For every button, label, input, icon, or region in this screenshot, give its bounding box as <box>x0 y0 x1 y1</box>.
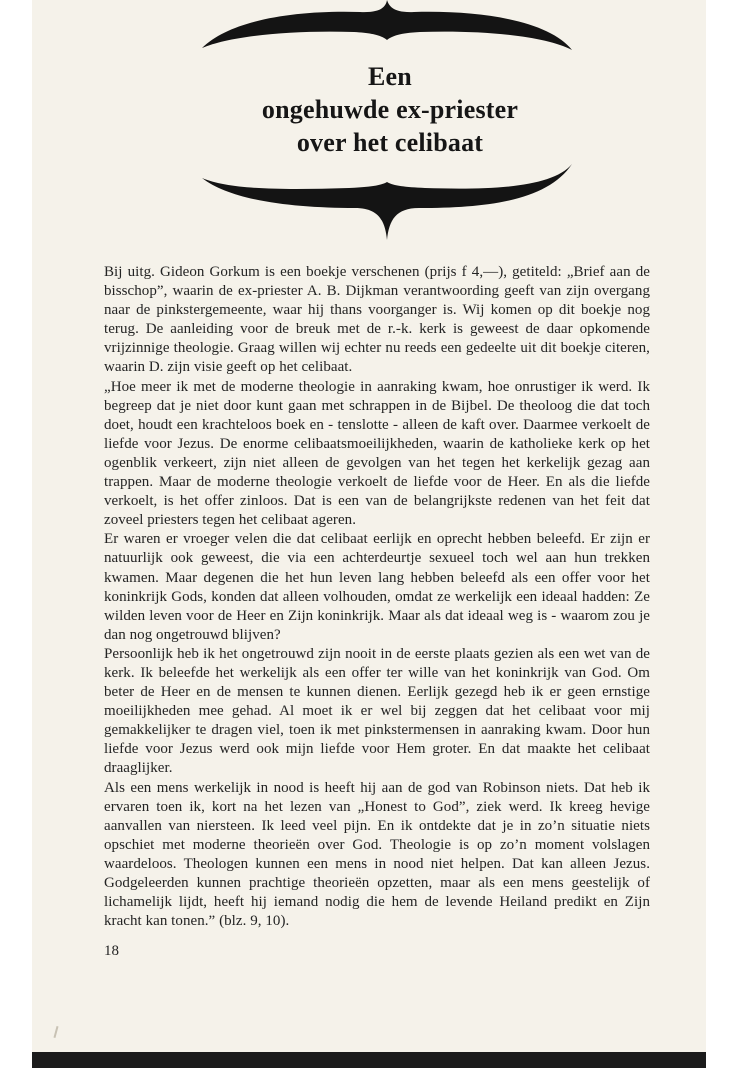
bottom-brace-ornament <box>200 160 574 244</box>
title-line-1: Een <box>368 62 412 91</box>
paragraph-quote-2: Er waren er vroeger velen die dat celibaat eerlijk en oprecht hebben beleefd. Er zijn er natuurlijk ook geweest, die via een achterdeurtje sexueel toch wel aan hun trekken kwamen. Maar degenen die het hun leven lang hebben beleefd als een offer voor het koninkrijk Gods, konden dat alleen volhouden, omdat ze werkelijk een ideaal hadden: Ze wilden leven voor de Heer en Zijn koninkrijk. Maar als dat ideaal weg is - waarom zou je dan nog ongetrouwd blijven? <box>104 531 650 643</box>
title-line-3: over het celibaat <box>296 128 484 157</box>
scan-bottom-edge <box>32 1052 706 1068</box>
article-title <box>180 60 600 159</box>
paragraph-intro: Bij uitg. Gideon Gorkum is een boekje verschenen (prijs f 4,—), getiteld: „Brief aan de bisschop”, waarin de ex-priester A. B. Dijkman verantwoording geeft van zijn overgang naar de pinkstergemeente, waar hij thans voorganger is. Wij komen op dit boekje nog terug. De aanleiding voor de breuk met de r.-k. kerk is geweest de daar opkomende vrijzinnige theologie. Graag willen wij echter nu reeds een gedeelte uit dit boekje citeren, waarin D. zijn visie geeft op het celibaat. <box>104 264 650 376</box>
article-body <box>104 263 650 931</box>
paragraph-quote-1: „Hoe meer ik met de moderne theologie in aanraking kwam, hoe onrustiger ik werd. Ik begreep dat je niet door kunt gaan met schrappen in de Bijbel. De theoloog die dat toch doet, houdt een krachteloos boek en - tenslotte - alleen de kaft over. Daarmee verkoelt de liefde voor Jezus. De enorme celibaatsmoeilijkheden, waarin de katholieke kerk op het ogenblik verkeert, zijn niet alleen de gevolgen van het tegen het kerkelijk gezag aan trappen. Maar de moderne theologie verkoelt de liefde voor de Heer. En als die liefde verkoelt, is het offer zinloos. Dat is een van de belangrijkste redenen van het feit dat zoveel priesters tegen het celibaat ageren. <box>104 378 650 529</box>
scan-left-margin <box>0 0 32 1068</box>
paragraph-quote-3: Persoonlijk heb ik het ongetrouwd zijn nooit in de eerste plaats gezien als een wet van de kerk. Ik beleefde het werkelijk als een offer ter wille van het koninkrijk van God. Om beter de Heer en de mensen te kunnen dienen. Eerlijk gezegd heb ik er geen ernstige moeilijkheden mee gehad. Al moet ik er wel bij zeggen dat het celibaat voor mij gemakkelijker te dragen viel, toen ik met pinkstermensen in aanraking kwam. Door hun liefde voor Jezus werd ook mijn liefde voor Hem groter. En dat maakte het celibaat draaglijker. <box>104 645 650 777</box>
scan-right-margin <box>706 0 738 1068</box>
title-line-2: ongehuwde ex-priester <box>261 95 519 124</box>
top-brace-ornament <box>200 0 574 60</box>
page-number: 18 <box>104 943 119 959</box>
paragraph-quote-4: Als een mens werkelijk in nood is heeft hij aan de god van Robinson niets. Dat heb ik ervaren toen ik, kort na het lezen van „Honest to God”, ziek werd. Ik kreeg hevige aanvallen van niersteen. Ik leed veel pijn. En ik ontdekte dat je in zo’n situatie niets opschiet met moderne theorieën over God. Theologie is op zo’n moment volslagen waardeloos. Theologen kunnen een mens in nood niet helpen. Dat kan alleen Jezus. Godgeleerden kunnen prachtige theorieën opzetten, maar als een mens geestelijk of lichamelijk lijdt, heeft hij iemand nodig die hem de levende Heiland predikt en Zijn kracht kan tonen.” (blz. 9, 10). <box>104 779 650 930</box>
